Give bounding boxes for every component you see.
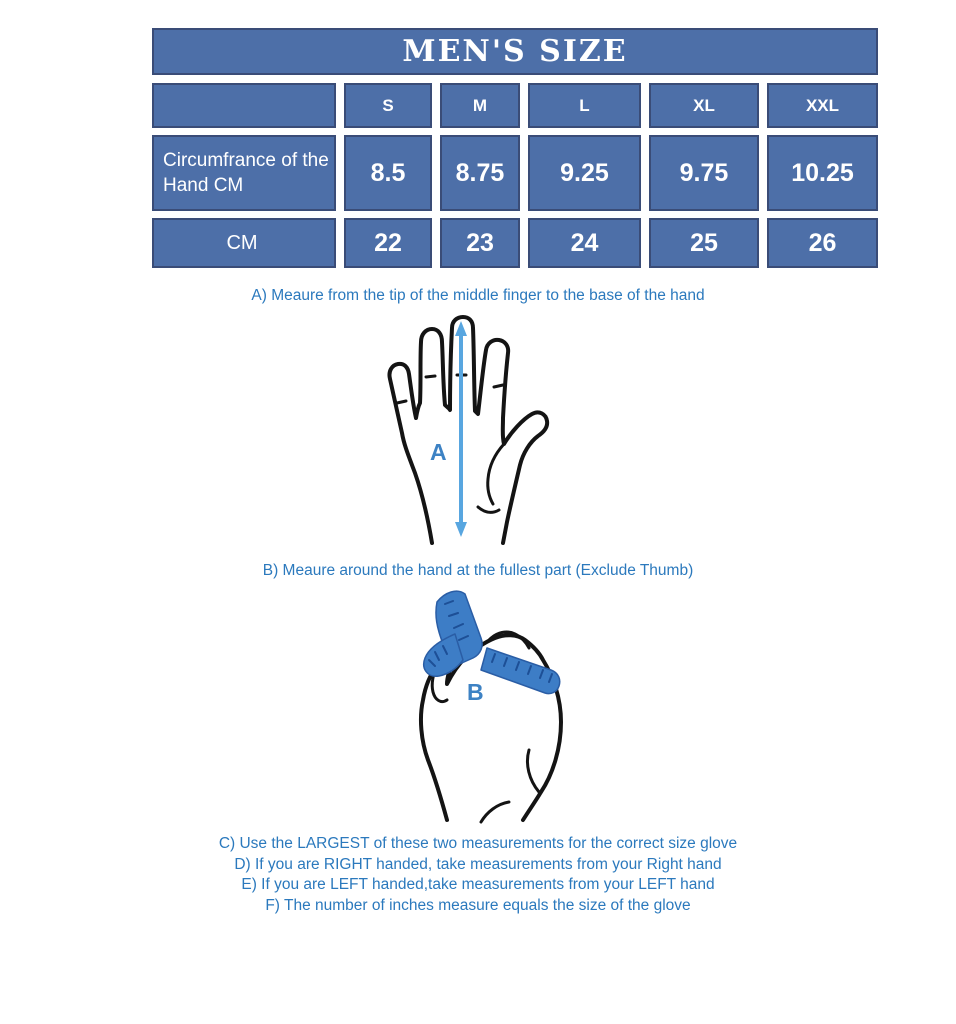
cm-value-s: 22	[344, 218, 432, 268]
cm-value-xl: 25	[649, 218, 759, 268]
open-hand-svg	[380, 315, 555, 545]
instruction-a: A) Meaure from the tip of the middle finger to the base of the hand	[251, 287, 705, 304]
diagram-label-a: A	[430, 439, 447, 465]
cm-row-label: CM	[152, 218, 336, 268]
circumference-value-m: 8.75	[440, 135, 520, 211]
table-title: MEN'S SIZE	[152, 28, 878, 75]
size-header-l: L	[528, 83, 641, 128]
open-hand-outline	[389, 317, 547, 543]
circumference-value-xxl: 10.25	[767, 135, 878, 211]
instruction-b: B) Meaure around the hand at the fullest part (Exclude Thumb)	[262, 562, 694, 579]
instruction-d: D) If you are RIGHT handed, take measurements from your Right hand	[234, 855, 722, 873]
cm-value-l: 24	[528, 218, 641, 268]
fist-diagram	[393, 588, 583, 828]
cm-value-xxl: 26	[767, 218, 878, 268]
size-header-m: M	[440, 83, 520, 128]
pinky-crease	[397, 401, 406, 403]
open-hand-diagram	[380, 315, 555, 545]
size-header-xxl: XXL	[767, 83, 878, 128]
cm-value-m: 23	[440, 218, 520, 268]
instruction-e: E) If you are LEFT handed,take measurements from your LEFT hand	[241, 876, 715, 893]
size-grid	[152, 83, 878, 268]
index-crease	[494, 385, 503, 387]
size-header-xl: XL	[649, 83, 759, 128]
size-header-s: S	[344, 83, 432, 128]
circumference-row-label: Circumfrance of the Hand CM	[152, 135, 336, 211]
circumference-value-xl: 9.75	[649, 135, 759, 211]
diagram-label-b: B	[467, 679, 484, 705]
instruction-block	[0, 834, 956, 916]
table-corner-cell	[152, 83, 336, 128]
instruction-c: C) Use the LARGEST of these two measurements for the correct size glove	[218, 835, 738, 852]
ring-crease	[426, 376, 435, 377]
fist-svg	[393, 588, 583, 828]
circumference-value-l: 9.25	[528, 135, 641, 211]
circumference-value-s: 8.5	[344, 135, 432, 211]
instruction-f: F) The number of inches measure equals the size of the glove	[265, 896, 691, 914]
mens-size-table	[152, 28, 878, 268]
